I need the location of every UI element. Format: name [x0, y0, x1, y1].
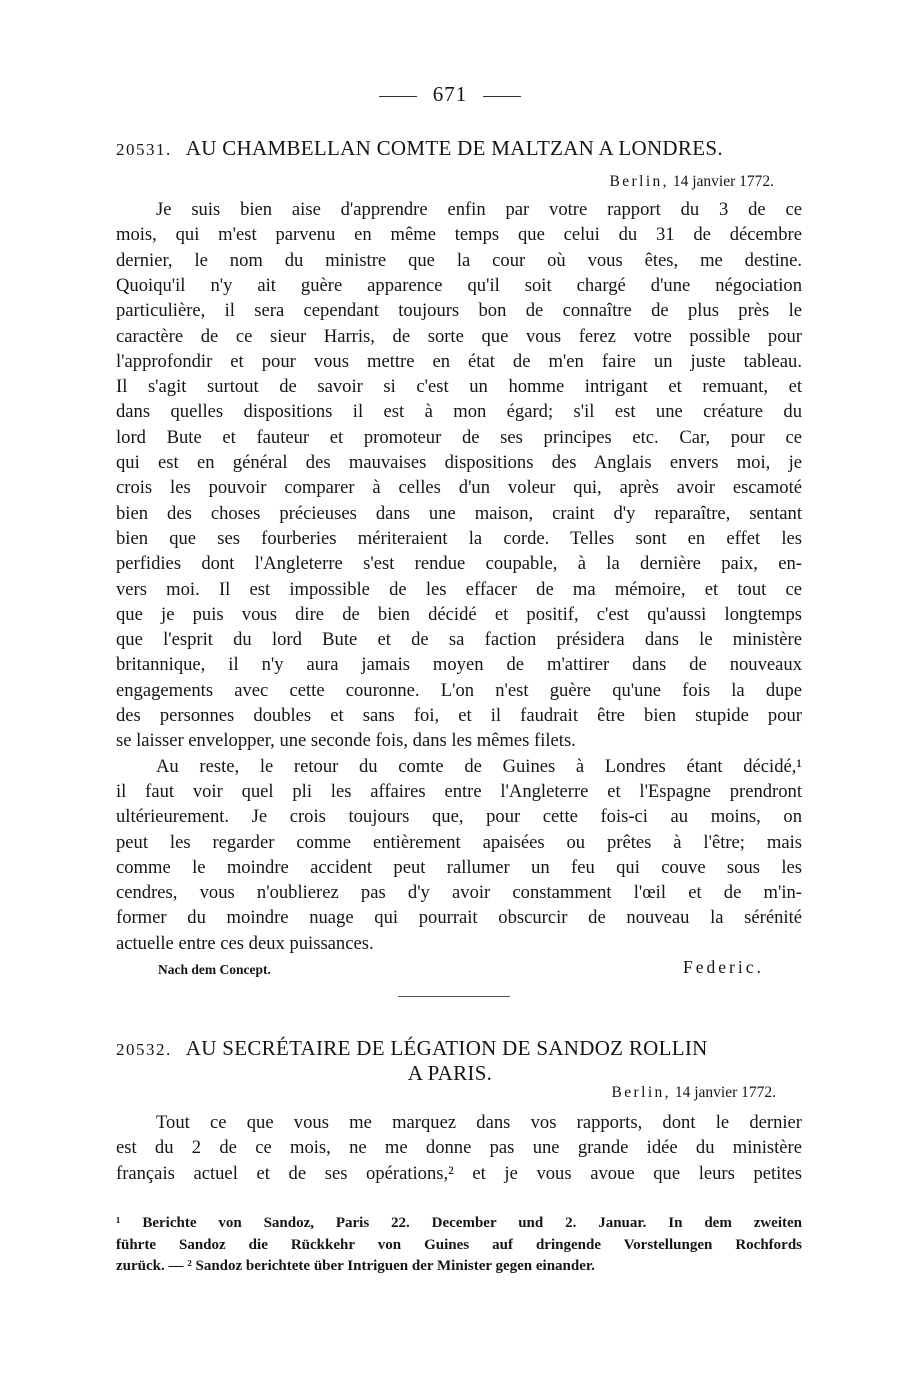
dateline-place: Berlin, — [609, 173, 669, 190]
page-number-dash-right — [483, 96, 521, 97]
source-note: Nach dem Concept. — [158, 962, 271, 977]
text-line: mois, qui m'est parvenu en même temps que celui du 31 de décembre — [116, 224, 802, 246]
text-line: crois les pouvoir comparer à celles d'un voleur qui, après avoir escamoté — [116, 477, 802, 499]
text-line: particulière, il sera cependant toujours bon de connaître de plus près le — [116, 300, 802, 322]
text-line: former du moindre nuage qui pourrait obscurcir de nouveau la sérénité — [116, 907, 802, 929]
text-line: bien des choses précieuses dans une maison, craint d'y reparaître, sentant — [116, 502, 802, 524]
text-line: il faut voir quel pli les affaires entre l'Angleterre et l'Espagne prendront — [116, 780, 802, 802]
text-line: engagements avec cette couronne. L'on n'est guère qu'une fois la dupe — [116, 679, 802, 701]
section-divider — [398, 996, 510, 997]
text-line: bien que ses fourberies mériteraient la corde. Telles sont en effet les — [116, 527, 802, 549]
letter-title: AU SECRÉTAIRE DE LÉGATION DE SANDOZ ROLLIN — [185, 1036, 708, 1060]
text-line: caractère de ce sieur Harris, de sorte que vous ferez votre possible pour — [116, 325, 802, 347]
dateline-date: 14 janvier 1772. — [674, 1084, 776, 1101]
text-line: dernier, le nom du ministre que la cour où vous êtes, me destine. — [116, 249, 802, 271]
letter-heading — [116, 1036, 708, 1061]
text-line: Il s'agit surtout de savoir si c'est un homme intrigant et remuant, et — [116, 376, 802, 398]
text-line: vers moi. Il est impossible de les effacer de ma mémoire, et tout ce — [116, 578, 802, 600]
text-line: actuelle entre ces deux puissances. — [116, 932, 374, 954]
text-line: est du 2 de ce mois, ne me donne pas une grande idée du ministère — [116, 1137, 802, 1159]
text-line: dans quelles dispositions il est à mon égard; s'il est une créature du — [116, 401, 802, 423]
text-line: se laisser envelopper, une seconde fois, dans les mêmes filets. — [116, 730, 576, 752]
text-line: perfidies dont l'Angleterre s'est rendue coupable, à la dernière paix, en- — [116, 553, 802, 575]
text-line: cendres, vous n'oublierez pas d'y avoir constamment l'œil et de m'in- — [116, 882, 802, 904]
text-line: Au reste, le retour du comte de Guines à Londres étant décidé,¹ — [156, 755, 802, 777]
text-line: lord Bute et fauteur et promoteur de ses principes etc. Car, pour ce — [116, 426, 802, 448]
text-line: comme le moindre accident peut rallumer un feu qui couve sous les — [116, 856, 802, 878]
text-line: Tout ce que vous me marquez dans vos rapports, dont le dernier — [156, 1112, 802, 1133]
text-line: des personnes doubles et sans foi, et il faudrait être bien stupide pour — [116, 705, 802, 726]
text-line: ultérieurement. Je crois toujours que, pour cette fois-ci au moins, on — [116, 806, 802, 828]
footnote-line: ¹ Berichte von Sandoz, Paris 22. December und 2. Januar. In dem zweiten — [116, 1215, 802, 1231]
text-line: Je suis bien aise d'apprendre enfin par votre rapport du 3 de ce — [156, 199, 802, 220]
text-line: que l'esprit du lord Bute et de sa faction présidera dans le ministère — [116, 629, 802, 651]
dateline-date: 14 janvier 1772. — [672, 173, 774, 190]
text-line: français actuel et de ses opérations,² et je vous avoue que leurs petites — [116, 1162, 802, 1184]
letter-number: 20532. — [116, 1040, 172, 1059]
text-line: Quoiqu'il n'y ait guère apparence qu'il soit chargé d'une négociation — [116, 274, 802, 296]
dateline-place: Berlin, — [611, 1084, 671, 1101]
text-line: que je puis vous dire de bien décidé et positif, c'est qu'aussi longtemps — [116, 603, 802, 625]
page-number: 671 — [0, 82, 900, 107]
dateline — [612, 1084, 776, 1102]
letter-title: AU CHAMBELLAN COMTE DE MALTZAN A LONDRES. — [185, 136, 723, 160]
text-line: l'approfondir et pour vous mettre en état de m'en faire un juste tableau. — [116, 350, 802, 372]
text-line: peut les regarder comme entièrement apaisées ou prêtes à l'être; mais — [116, 831, 802, 853]
text-line: qui est en général des mauvaises dispositions des Anglais envers moi, je — [116, 452, 802, 473]
text-line: britannique, il n'y aura jamais moyen de m'attirer dans de nouveaux — [116, 654, 802, 676]
letter-title-continued: A PARIS. — [407, 1061, 493, 1085]
letter-number: 20531. — [116, 140, 172, 159]
page-number-dash-left — [379, 96, 417, 97]
footnote-line: führte Sandoz die Rückkehr von Guines auf dringende Vorstellungen Rochfords — [116, 1236, 802, 1253]
letter-heading — [116, 136, 723, 161]
footnote-line: zurück. — ² Sandoz berichtete über Intriguen der Minister gegen einander. — [116, 1258, 595, 1274]
signature: Federic. — [683, 957, 764, 977]
dateline — [610, 173, 774, 191]
